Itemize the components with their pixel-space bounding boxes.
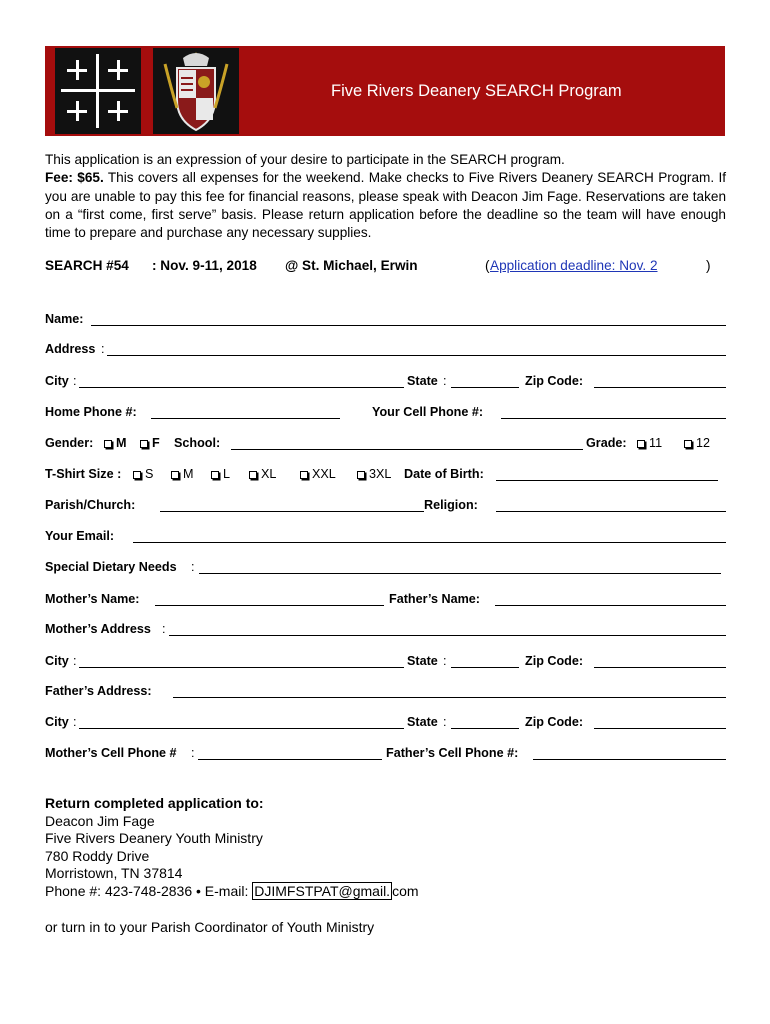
parish-label: Parish/Church: — [45, 498, 136, 512]
dob-label: Date of Birth: — [404, 467, 484, 481]
religion-label: Religion: — [424, 498, 478, 512]
deadline-open: ( — [485, 258, 490, 273]
mother-cell-label: Mother’s Cell Phone # — [45, 746, 177, 760]
father-zip-field[interactable] — [594, 728, 726, 729]
checkbox-icon — [637, 440, 645, 448]
mother-cell-colon: : — [191, 746, 195, 760]
fee-text: This covers all expenses for the weekend. Make checks to Five Rivers Deanery SEARCH Program. If you are unable to pay this fee for financial reasons, please speak with Deacon Jim Fage. Reservations are taken on a “first come, first serve” basis. Please return application before the deadline so the team will have enough time to prepare and purchase any necessary supplies. — [45, 170, 726, 241]
size-xxl-label: XXL — [312, 467, 336, 481]
gender-f-label: F — [152, 436, 160, 450]
home-phone-field[interactable] — [151, 418, 340, 419]
city-row — [45, 374, 726, 392]
return-heading: Return completed application to: — [45, 795, 264, 811]
dietary-colon: : — [191, 560, 195, 574]
return-address-block — [45, 795, 419, 901]
size-3xl-option[interactable] — [357, 467, 391, 481]
father-name-field[interactable] — [495, 605, 726, 606]
header-banner — [45, 46, 725, 136]
address-colon: : — [101, 342, 105, 356]
father-cell-label: Father’s Cell Phone #: — [386, 746, 519, 760]
grade-11-label: 11 — [649, 436, 663, 450]
mother-state-field[interactable] — [451, 667, 519, 668]
address-row — [45, 342, 726, 360]
size-s-option[interactable] — [133, 467, 153, 481]
dietary-label: Special Dietary Needs — [45, 560, 177, 574]
email-label: Your Email: — [45, 529, 115, 543]
mother-name-label: Mother’s Name: — [45, 592, 140, 606]
name-row — [45, 312, 726, 330]
mother-city-label: City — [45, 654, 69, 668]
size-l-option[interactable] — [211, 467, 230, 481]
parent-cell-row — [45, 746, 726, 764]
parish-row — [45, 498, 726, 516]
father-address-field[interactable] — [173, 697, 726, 698]
father-state-label: State — [407, 715, 438, 729]
state-field[interactable] — [451, 387, 519, 388]
gender-label: Gender: — [45, 436, 94, 450]
checkbox-icon — [249, 471, 257, 479]
home-phone-label: Home Phone #: — [45, 405, 137, 419]
mother-state-colon: : — [443, 654, 447, 668]
grade-12-option[interactable] — [684, 436, 710, 450]
event-number: SEARCH #54 — [45, 258, 129, 273]
name-field[interactable] — [91, 325, 726, 326]
event-dates: : Nov. 9-11, 2018 — [152, 258, 257, 273]
parent-names-row — [45, 592, 726, 610]
father-state-colon: : — [443, 715, 447, 729]
intro-paragraph — [45, 151, 726, 242]
size-xl-option[interactable] — [249, 467, 276, 481]
mother-state-label: State — [407, 654, 438, 668]
father-address-label: Father’s Address: — [45, 684, 152, 698]
email-tail: com — [392, 882, 419, 899]
size-m-label: M — [183, 467, 194, 481]
address-label: Address — [45, 342, 96, 356]
gender-row — [45, 436, 726, 454]
grade-12-label: 12 — [696, 436, 711, 450]
dob-field[interactable] — [496, 480, 718, 481]
checkbox-icon — [211, 471, 219, 479]
cell-phone-label: Your Cell Phone #: — [372, 405, 484, 419]
return-contact — [45, 883, 419, 901]
email-link[interactable]: DJIMFSTPAT@gmail. — [254, 882, 391, 899]
school-field[interactable] — [231, 449, 583, 450]
tshirt-row — [45, 467, 726, 485]
size-l-label: L — [223, 467, 231, 481]
mother-address-row — [45, 622, 726, 640]
mother-city-colon: : — [73, 654, 77, 668]
deadline-link[interactable]: Application deadline: Nov. 2 — [490, 258, 658, 273]
size-xl-label: XL — [261, 467, 277, 481]
checkbox-icon — [104, 440, 112, 448]
zip-label: Zip Code: — [525, 374, 584, 388]
city-label: City — [45, 374, 69, 388]
name-label: Name: — [45, 312, 84, 326]
father-city-field[interactable] — [79, 728, 404, 729]
banner-title: Five Rivers Deanery SEARCH Program — [331, 82, 622, 100]
tshirt-label: T-Shirt Size : — [45, 467, 122, 481]
zip-field[interactable] — [594, 387, 726, 388]
return-phone: Phone #: 423-748-2836 • E-mail: — [45, 882, 253, 899]
checkbox-icon — [133, 471, 141, 479]
parish-field[interactable] — [160, 511, 424, 512]
school-label: School: — [174, 436, 221, 450]
mother-city-row — [45, 654, 726, 672]
checkbox-icon — [140, 440, 148, 448]
size-3xl-label: 3XL — [369, 467, 392, 481]
phone-row — [45, 405, 726, 423]
cell-phone-field[interactable] — [501, 418, 726, 419]
return-street: 780 Roddy Drive — [45, 847, 150, 864]
state-label: State — [407, 374, 438, 388]
father-address-row — [45, 684, 726, 702]
gender-m-label: M — [116, 436, 127, 450]
mother-name-field[interactable] — [155, 605, 384, 606]
mother-address-label: Mother’s Address — [45, 622, 151, 636]
return-org: Five Rivers Deanery Youth Ministry — [45, 830, 263, 847]
size-xxl-option[interactable] — [300, 467, 336, 481]
gender-m-option[interactable] — [104, 436, 127, 450]
dietary-row — [45, 560, 726, 578]
father-city-row — [45, 715, 726, 733]
event-location: @ St. Michael, Erwin — [285, 258, 418, 273]
size-s-label: S — [145, 467, 154, 481]
mother-zip-label: Zip Code: — [525, 654, 584, 668]
parish-coordinator-note: or turn in to your Parish Coordinator of Youth Ministry — [45, 919, 375, 935]
address-field[interactable] — [107, 355, 726, 356]
size-m-option[interactable] — [171, 467, 194, 481]
dietary-field[interactable] — [199, 573, 721, 574]
mother-city-field[interactable] — [79, 667, 404, 668]
grade-11-option[interactable] — [637, 436, 662, 450]
father-city-colon: : — [73, 715, 77, 729]
state-colon: : — [443, 374, 447, 388]
mother-zip-field[interactable] — [594, 667, 726, 668]
email-row — [45, 529, 726, 547]
grade-label: Grade: — [586, 436, 627, 450]
checkbox-icon — [684, 440, 692, 448]
city-colon: : — [73, 374, 77, 388]
city-field[interactable] — [79, 387, 404, 388]
checkbox-icon — [300, 471, 308, 479]
mother-address-colon: : — [162, 622, 166, 636]
mother-address-field[interactable] — [169, 635, 726, 636]
mother-cell-field[interactable] — [198, 759, 382, 760]
cross-grid-logo-icon — [55, 48, 141, 134]
diocese-crest-icon — [153, 48, 239, 134]
checkbox-icon — [171, 471, 179, 479]
deadline-close: ) — [706, 258, 711, 273]
father-cell-field[interactable] — [533, 759, 726, 760]
return-name: Deacon Jim Fage — [45, 812, 155, 829]
father-zip-label: Zip Code: — [525, 715, 584, 729]
father-name-label: Father’s Name: — [389, 592, 480, 606]
checkbox-icon — [357, 471, 365, 479]
father-city-label: City — [45, 715, 69, 729]
gender-f-option[interactable] — [140, 436, 160, 450]
email-field[interactable] — [133, 542, 726, 543]
return-city: Morristown, TN 37814 — [45, 865, 183, 882]
father-state-field[interactable] — [451, 728, 519, 729]
religion-field[interactable] — [496, 511, 726, 512]
fee-label: Fee: $65. — [45, 170, 104, 186]
intro-line: This application is an expression of your desire to participate in the SEARCH program. — [45, 152, 565, 167]
